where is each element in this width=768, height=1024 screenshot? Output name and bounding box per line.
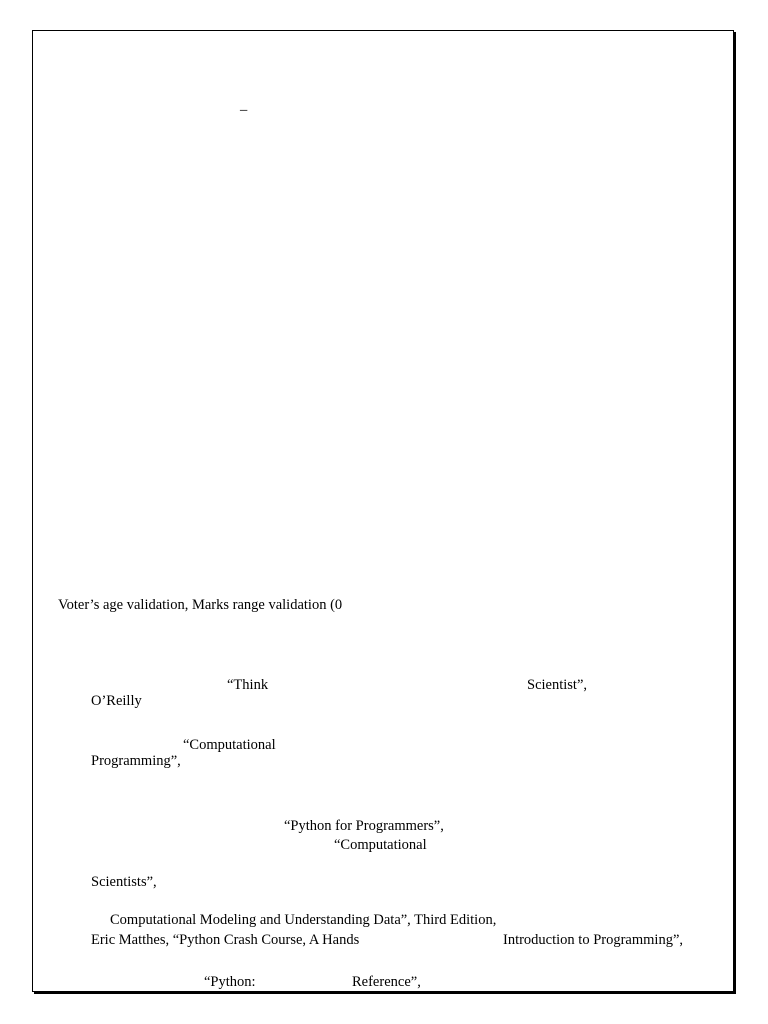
ref2-title-end: Programming”, bbox=[91, 753, 181, 769]
ref4-title-start: “Computational bbox=[334, 837, 427, 853]
ref7-start: “Python: bbox=[204, 974, 256, 990]
ref3-title: “Python for Programmers”, bbox=[284, 818, 444, 834]
ref6-end: Introduction to Programming”, bbox=[503, 932, 684, 948]
header-dash: – bbox=[240, 102, 248, 118]
ref2-title-start: “Computational bbox=[183, 737, 276, 753]
ref1-publisher: O’Reilly bbox=[91, 693, 142, 709]
ref6-start: Eric Matthes, “Python Crash Course, A Hands bbox=[91, 932, 360, 948]
ref7-end: Reference”, bbox=[352, 974, 421, 990]
ref5-line: Computational Modeling and Understanding Data”, Third Edition, bbox=[110, 912, 497, 928]
ref1-title-start: “Think bbox=[227, 677, 269, 693]
ref4-title-end: Scientists”, bbox=[91, 874, 157, 890]
ref1-title-end: Scientist”, bbox=[527, 677, 588, 693]
validation-line: Voter’s age validation, Marks range validation (0 bbox=[58, 597, 343, 613]
